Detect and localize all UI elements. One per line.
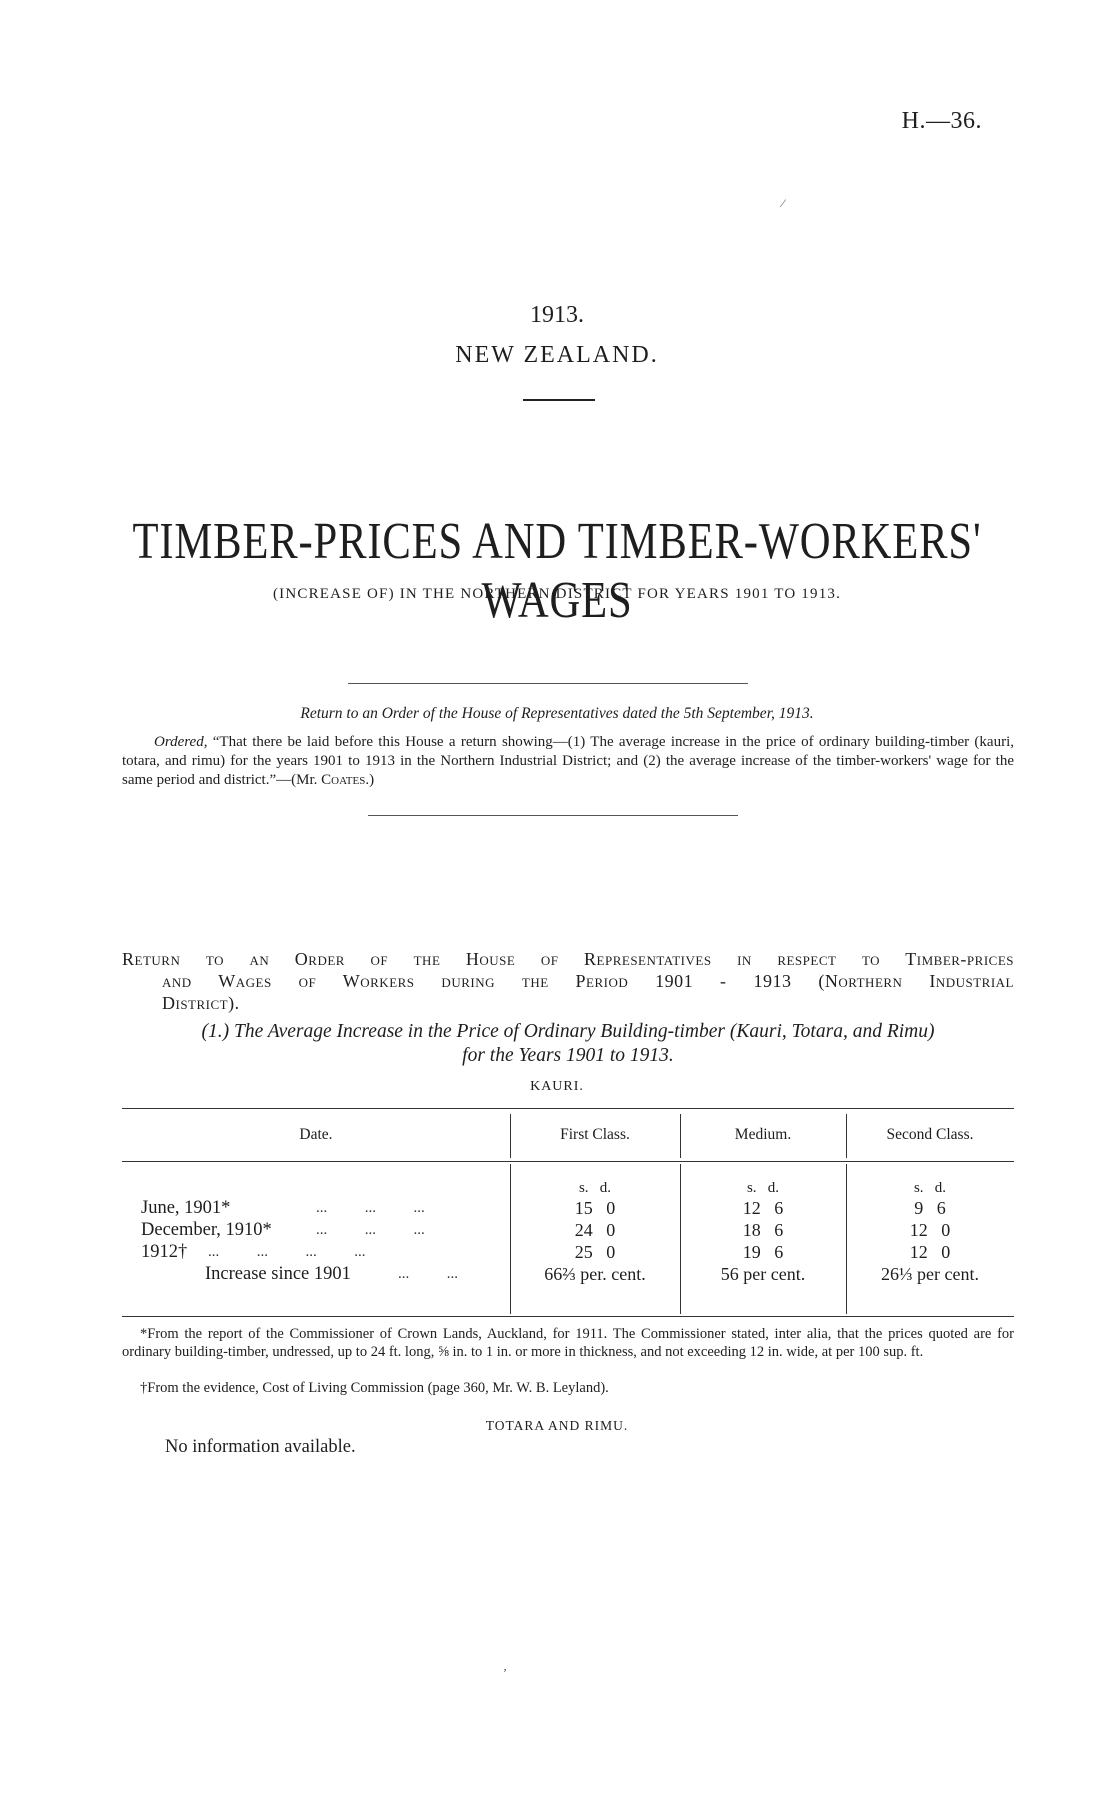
row-date: June, 1901* [141,1198,231,1218]
column-header-second-class: Second Class. [886,1126,974,1143]
sub-title: (INCREASE OF) IN THE NORTHERN DISTRICT FOR YEARS 1901 TO 1913. [272,586,842,602]
stray-mark: ʼ [503,1666,507,1680]
row-medium: 12 6 [742,1198,784,1218]
return-order-line: Return to an Order of the House of Representatives dated the 5th September, 1913. [300,705,814,722]
section-title-line2: for the Years 1901 to 1913. [462,1045,674,1066]
section-title [122,1020,1014,1068]
unit-first-class: s. d. [578,1180,612,1196]
header-divider [523,399,595,401]
column-header-date: Date. [299,1126,333,1143]
footnote-1: *From the report of the Commissioner of Crown Lands, Auckland, for 1911. The Commissioner stated, inter alia, that the prices quoted are for ordinary building-timber, undressed, up to 24 ft. long, ⅝ in. to 1 in. or more in thickness, and not exceeding 12 in. wide, at per 100 sup. ft. [122,1326,1014,1360]
return-heading-line1: Return to an Order of the House of Representatives in respect to Timber-prices [122,949,1014,969]
ordered-end: .) [365,772,375,788]
ordered-paragraph [122,733,1014,790]
row-second-class: 12 0 [909,1242,951,1262]
return-heading-line3: District). [162,993,240,1013]
table-top-rule [122,1108,1014,1109]
row-second-class: 26⅓ per cent. [881,1264,979,1284]
row-leader-dots: ... ... [398,1266,458,1282]
ordered-text: “That there be laid before this House a return showing—(1) The average increase in the price of ordinary building-timber (kauri, totara, and rimu) for the years 1901 to 1913 in the Northern Industrial District; and (2) the average increase of the timber-workers' wage for the same period and district.”—(Mr. [122,734,1014,788]
column-header-medium: Medium. [734,1126,792,1143]
table-header-rule [122,1161,1014,1162]
country-heading: NEW ZEALAND. [455,342,659,368]
row-medium: 18 6 [742,1220,784,1240]
table-bottom-rule [122,1316,1014,1317]
row-medium: 19 6 [742,1242,784,1262]
return-heading [122,948,1014,1014]
row-first-class: 24 0 [574,1220,616,1240]
totara-rimu-label: TOTARA AND RIMU. [485,1418,629,1433]
unit-second-class: s. d. [913,1180,947,1196]
row-first-class: 25 0 [574,1242,616,1262]
row-leader-dots: ... ... ... ... [208,1244,366,1260]
unit-medium: s. d. [746,1180,780,1196]
section-title-line1: (1.) The Average Increase in the Price of Ordinary Building-timber (Kauri, Totara, and Rimu) [201,1021,935,1042]
row-date: Increase since 1901 [205,1264,351,1284]
return-heading-line2: and Wages of Workers during the Period 1901 - 1913 (Northern Industrial [162,971,1014,991]
main-title: TIMBER-PRICES AND TIMBER-WORKERS' WAGES [132,513,982,629]
column-header-first-class: First Class. [560,1126,630,1143]
ordered-word: Ordered, [154,734,208,750]
order-divider [368,815,738,816]
kauri-label: KAURI. [530,1079,584,1094]
document-year: 1913. [530,302,584,328]
page-identifier: H.—36. [901,108,982,134]
row-medium: 56 per cent. [720,1264,806,1284]
stray-mark: ⁄ [782,196,785,210]
footnote-2: †From the evidence, Cost of Living Commission (page 360, Mr. W. B. Leyland). [140,1380,609,1396]
row-first-class: 15 0 [574,1198,616,1218]
ordered-member-name: Coates [321,772,366,788]
no-information-text: No information available. [165,1437,356,1457]
row-leader-dots: ... ... ... [316,1200,425,1216]
row-leader-dots: ... ... ... [316,1222,425,1238]
row-second-class: 9 6 [914,1198,946,1218]
row-second-class: 12 0 [909,1220,951,1240]
row-first-class: 66⅔ per. cent. [544,1264,646,1284]
row-date: 1912† [141,1242,188,1262]
row-date: December, 1910* [141,1220,272,1240]
title-divider [348,683,748,684]
